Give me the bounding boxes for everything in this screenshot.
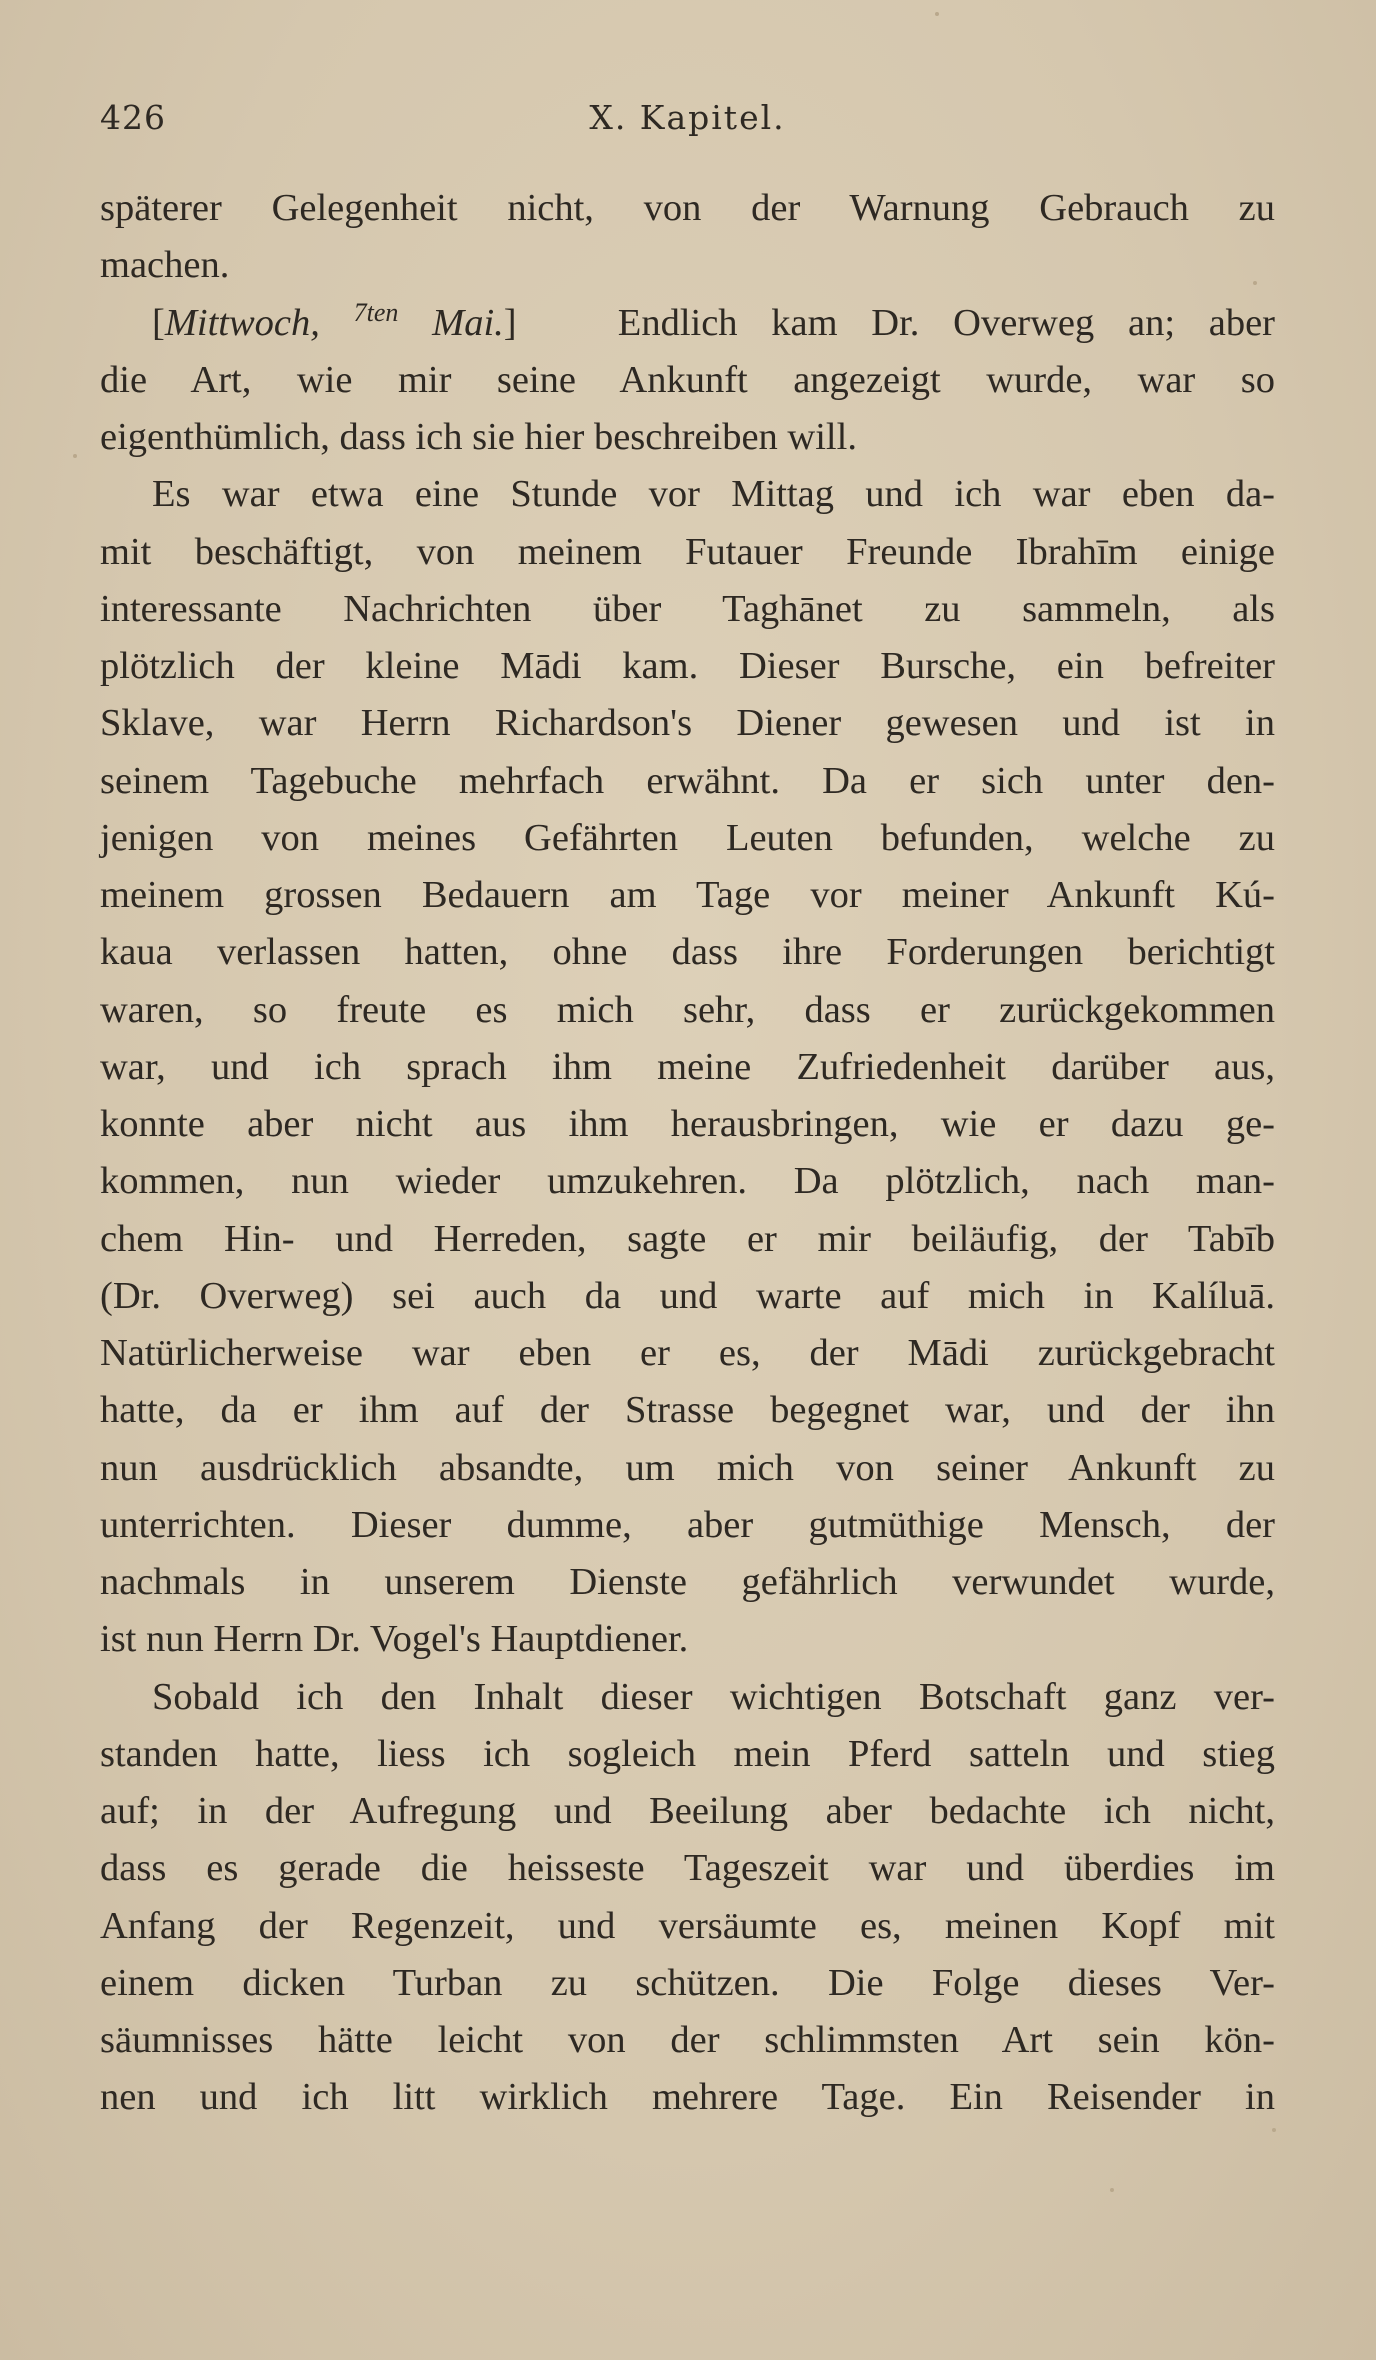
text-line: hatte, da er ihm auf der Strasse begegnet war, und der ihn bbox=[100, 1389, 1275, 1432]
text-line: nen und ich litt wirklich mehrere Tage. Ein Reisender in bbox=[100, 2076, 1275, 2119]
running-head: X. Kapitel. bbox=[589, 98, 786, 137]
text-line: seinem Tagebuche mehrfach erwähnt. Da er sich unter den- bbox=[100, 759, 1275, 802]
date-note: [Mittwoch, $^{7ten}$ Mai.] bbox=[152, 297, 517, 344]
paper-speck bbox=[935, 12, 939, 16]
paper-speck bbox=[1272, 2128, 1276, 2132]
text-line: waren, so freute es mich sehr, dass er zurückgekommen bbox=[100, 988, 1275, 1031]
text-line: unterrichten. Dieser dumme, aber gutmüthige Mensch, der bbox=[100, 1503, 1275, 1546]
text-line: war, und ich sprach ihm meine Zufriedenheit darüber aus, bbox=[100, 1045, 1275, 1088]
text-line: späterer Gelegenheit nicht, von der Warnung Gebrauch zu bbox=[100, 187, 1275, 229]
text-line: Sklave, war Herrn Richardson's Diener gewesen und ist in bbox=[100, 702, 1275, 745]
text-line: eigenthümlich, dass ich sie hier beschreiben will. bbox=[100, 416, 857, 458]
text-line: nun ausdrücklich absandte, um mich von seiner Ankunft zu bbox=[100, 1446, 1275, 1489]
text-line: nachmals in unserem Dienste gefährlich verwundet wurde, bbox=[100, 1561, 1275, 1603]
text-line: interessante Nachrichten über Taghānet zu sammeln, als bbox=[100, 587, 1275, 630]
text-line: dass es gerade die heisseste Tageszeit war und überdies im bbox=[100, 1847, 1275, 1890]
text-line: kommen, nun wieder umzukehren. Da plötzlich, nach man- bbox=[100, 1160, 1275, 1203]
text-line: Natürlicherweise war eben er es, der Mādi zurückgebracht bbox=[100, 1332, 1275, 1374]
text-line: ist nun Herrn Dr. Vogel's Hauptdiener. bbox=[100, 1618, 689, 1661]
body-text bbox=[100, 180, 1275, 2127]
text-line: standen hatte, liess ich sogleich mein Pferd satteln und stieg bbox=[100, 1732, 1275, 1775]
text-line: kaua verlassen hatten, ohne dass ihre Forderungen berichtigt bbox=[100, 931, 1275, 974]
page-header bbox=[100, 98, 1275, 148]
page-number: 426 bbox=[100, 98, 166, 137]
text-line: Es war etwa eine Stunde vor Mittag und ich war eben da- bbox=[152, 473, 1275, 516]
text-line: jenigen von meines Gefährten Leuten befunden, welche zu bbox=[100, 816, 1275, 859]
paper-speck bbox=[1110, 2188, 1114, 2192]
text-line: mit beschäftigt, von meinem Futauer Freunde Ibrahīm einige bbox=[100, 530, 1275, 573]
text-line: Sobald ich den Inhalt dieser wichtigen Botschaft ganz ver- bbox=[152, 1675, 1275, 1718]
text-line-dated bbox=[100, 295, 1275, 352]
text-line: auf; in der Aufregung und Beeilung aber bedachte ich nicht, bbox=[100, 1790, 1275, 1832]
text-line: konnte aber nicht aus ihm herausbringen, wie er dazu ge- bbox=[100, 1103, 1275, 1145]
text-line: chem Hin- und Herreden, sagte er mir beiläufig, der Tabīb bbox=[100, 1217, 1275, 1260]
text-line: meinem grossen Bedauern am Tage vor meiner Ankunft Kú- bbox=[100, 874, 1275, 916]
paper-speck bbox=[73, 454, 77, 458]
text-line: säumnisses hätte leicht von der schlimmsten Art sein kön- bbox=[100, 2019, 1275, 2061]
text-line-rest: Endlich kam Dr. Overweg an; aber bbox=[617, 301, 1275, 344]
text-line: (Dr. Overweg) sei auch da und warte auf mich in Kalíluā. bbox=[100, 1274, 1275, 1317]
text-line: die Art, wie mir seine Ankunft angezeigt wurde, war so bbox=[100, 358, 1275, 401]
text-line: Anfang der Regenzeit, und versäumte es, meinen Kopf mit bbox=[100, 1904, 1275, 1947]
text-line: einem dicken Turban zu schützen. Die Folge dieses Ver- bbox=[100, 1961, 1275, 2004]
paper-speck bbox=[1253, 281, 1257, 285]
text-line: plötzlich der kleine Mādi kam. Dieser Bursche, ein befreiter bbox=[100, 645, 1275, 687]
text-line: machen. bbox=[100, 244, 230, 287]
